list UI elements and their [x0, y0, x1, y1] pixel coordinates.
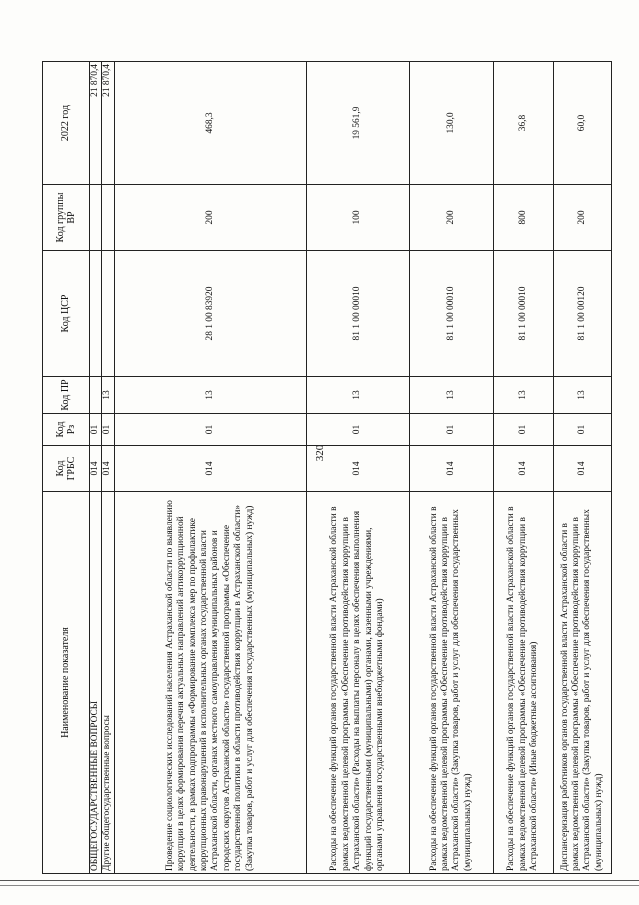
cell-pr [90, 377, 102, 414]
cell-csr: 81 1 00 00010 [493, 251, 553, 377]
cell-rz: 01 [493, 414, 553, 446]
cell-vr: 800 [493, 185, 553, 251]
cell-amount: 468,3 [114, 62, 306, 185]
cell-amount: 60,0 [553, 62, 611, 185]
cell-grbs: 014 [114, 446, 306, 492]
scan-line [0, 880, 639, 881]
cell-rz: 01 [114, 414, 306, 446]
cell-grbs: 014 [553, 446, 611, 492]
cell-csr: 81 1 00 00010 [409, 251, 493, 377]
cell-vr: 200 [114, 185, 306, 251]
cell-pr: 13 [102, 377, 114, 414]
table-row [306, 62, 409, 874]
cell-grbs: 014 [306, 446, 409, 492]
cell-csr: 81 1 00 00010 [306, 251, 409, 377]
cell-name: Расходы на обеспечение функций органов государственной власти Астраханской области в рамках ведомственной целевой программы «Обеспечение противодействия коррупции в Астраханской области» (Расходы на выплаты персоналу в целях обеспечения выполнения функций государственными (муниципальными) органами, казенными учреждениями, органами управления государственными внебюджетными фондами) [306, 492, 409, 874]
budget-table [42, 61, 612, 874]
cell-rz: 01 [90, 414, 102, 446]
cell-rz: 01 [306, 414, 409, 446]
cell-name: Диспансеризация работников органов государственной власти Астраханской области в рамках ведомственной целевой программы «Обеспечение противодействия коррупции в Астраханской области» (Закупка товаров, работ и услуг для обеспечения государственных (муниципальных) нужд) [553, 492, 611, 874]
page-number: 320 [314, 444, 326, 462]
cell-grbs: 014 [90, 446, 102, 492]
header-csr: Код ЦСР [43, 251, 90, 377]
cell-name: ОБЩЕГОСУДАРСТВЕННЫЕ ВОПРОСЫ [90, 492, 102, 874]
cell-amount: 130,0 [409, 62, 493, 185]
cell-pr: 13 [114, 377, 306, 414]
cell-rz: 01 [553, 414, 611, 446]
cell-rz: 01 [102, 414, 114, 446]
cell-vr [90, 185, 102, 251]
header-name: Наименование показателя [43, 492, 90, 874]
table-row [102, 62, 114, 874]
cell-vr: 100 [306, 185, 409, 251]
cell-amount: 19 561,9 [306, 62, 409, 185]
cell-pr: 13 [553, 377, 611, 414]
table-row [553, 62, 611, 874]
cell-amount: 21 870,4 [102, 62, 114, 185]
header-grbs: Код ГРБС [43, 446, 90, 492]
table-row [409, 62, 493, 874]
table-row [114, 62, 306, 874]
cell-csr [90, 251, 102, 377]
cell-vr: 200 [553, 185, 611, 251]
cell-amount: 21 870,4 [90, 62, 102, 185]
cell-amount: 36,8 [493, 62, 553, 185]
table-row [493, 62, 553, 874]
cell-vr [102, 185, 114, 251]
cell-pr: 13 [306, 377, 409, 414]
cell-rz: 01 [409, 414, 493, 446]
cell-csr: 81 1 00 00120 [553, 251, 611, 377]
cell-csr [102, 251, 114, 377]
table-wrapper [42, 62, 604, 874]
cell-grbs: 014 [493, 446, 553, 492]
header-rz: Код Рз [43, 414, 90, 446]
cell-grbs: 014 [409, 446, 493, 492]
scan-line [0, 885, 639, 886]
cell-name: Другие общегосударственные вопросы [102, 492, 114, 874]
header-vr: Код группы ВР [43, 185, 90, 251]
cell-grbs: 014 [102, 446, 114, 492]
table-row [90, 62, 102, 874]
table-header-row [43, 62, 90, 874]
cell-pr: 13 [493, 377, 553, 414]
header-pr: Код ПР [43, 377, 90, 414]
cell-csr: 28 1 00 83920 [114, 251, 306, 377]
header-year: 2022 год [43, 62, 90, 185]
cell-pr: 13 [409, 377, 493, 414]
cell-vr: 200 [409, 185, 493, 251]
cell-name: Расходы на обеспечение функций органов государственной власти Астраханской области в рамках ведомственной целевой программы «Обеспечение противодействия коррупции в Астраханской области» (Закупка товаров, работ и услуг для обеспечения государственных (муниципальных) нужд) [409, 492, 493, 874]
rotated-table-area [42, 62, 604, 874]
cell-name: Расходы на обеспечение функций органов государственной власти Астраханской области в рамках ведомственной целевой программы «Обеспечение противодействия коррупции в Астраханской области» (Иные бюджетные ассигнования) [493, 492, 553, 874]
cell-name: Проведение социологических исследований населения Астраханской области по выявлению коррупции в целях формирования перечня актуальных направлений антикоррупционной деятельности, в рамках подпрограммы «Формирование комплекса мер по профилактике коррупционных правонарушений в исполнительных органах государственной власти Астраханской области, органах местного самоуправления муниципальных районов и городских округов Астраханской области» государственной программы «Обеспечение государственной политики в области противодействия коррупции в Астраханской области» (Закупка товаров, работ и услуг для обеспечения государственных (муниципальных) нужд) [114, 492, 306, 874]
scan-edge-lines [0, 876, 639, 896]
